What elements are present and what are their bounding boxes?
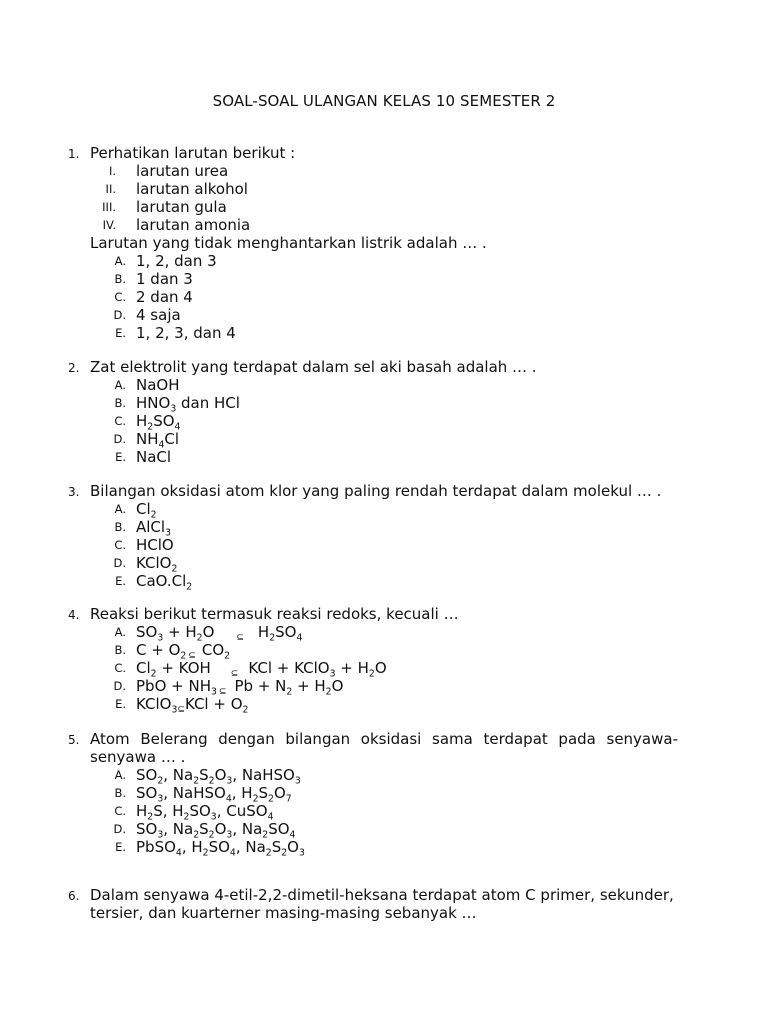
option-letter: B. [114, 643, 126, 657]
subscript: 3 [171, 704, 178, 716]
answer-option [0, 641, 768, 662]
option-text: $SO_2$, $Na_2S_2O_3$, NaHSO$_3$ [136, 766, 301, 787]
answer-option [0, 412, 768, 433]
option-text: 1, 2, 3, dan 4 [136, 324, 236, 342]
subscript: 2 [268, 793, 274, 805]
reaction-reactants: $SO_3 + H_2O$ [136, 623, 215, 644]
option-letter: B. [114, 396, 126, 410]
subscript: 2 [208, 775, 215, 787]
answer-option [0, 270, 768, 288]
option-text: NaOH [136, 376, 180, 394]
option-text: $HNO_3$ dan HCl [136, 394, 240, 415]
roman-list-item [0, 216, 768, 234]
option-letter: B. [114, 272, 126, 286]
subscript: 3 [157, 793, 164, 805]
option-text: $H_2S$, $H_2SO_3$, CuSO$_4$ [136, 802, 274, 823]
reaction-products: KCl + $O_2$ [184, 695, 249, 716]
option-letter: D. [113, 679, 126, 693]
subscript: 2 [208, 829, 215, 841]
subscript: 2 [262, 829, 269, 841]
subscript: 2 [269, 632, 276, 644]
reaction-arrow-icon: ⊆ [218, 687, 227, 697]
question-text: Larutan yang tidak menghantarkan listrik adalah … . [90, 234, 487, 252]
option-text: 2 dan 4 [136, 288, 193, 306]
subscript: 2 [242, 704, 249, 716]
subscript: 4 [174, 421, 181, 433]
reaction-equation [136, 695, 248, 719]
subscript: 2 [368, 668, 375, 680]
subscript: 2 [150, 509, 157, 521]
question-text: Zat elektrolit yang terdapat dalam sel aki basah adalah … . [90, 358, 537, 376]
roman-list-item [0, 198, 768, 216]
document-title: SOAL-SOAL ULANGAN KELAS 10 SEMESTER 2 [212, 92, 556, 110]
option-letter: A. [114, 254, 126, 268]
reaction-arrow-icon: ⊆ [177, 705, 185, 715]
option-letter: C. [114, 538, 126, 552]
roman-numeral: IV. [102, 218, 116, 232]
option-text: $SO_3$, NaHSO$_4$, $H_2S_2O_7$ [136, 784, 292, 805]
subscript: 2 [180, 650, 187, 662]
option-text: KClO$_2$ [136, 554, 178, 575]
option-text: 4 saja [136, 306, 181, 324]
subscript: 2 [224, 650, 231, 662]
reaction-reactants: $C + O_2$ [136, 641, 187, 662]
subscript: 2 [281, 847, 288, 859]
answer-option [0, 623, 768, 644]
reaction-products: $Pb + N_2 + H_2O$ [234, 677, 344, 698]
roman-list-item [0, 180, 768, 198]
option-text: 1 dan 3 [136, 270, 193, 288]
subscript: 3 [298, 847, 305, 859]
subscript: 2 [183, 811, 190, 823]
solution-text: larutan gula [136, 198, 227, 216]
subscript: 3 [226, 775, 233, 787]
reaction-products: $H_2SO_4$ [257, 623, 303, 644]
answer-option [0, 554, 768, 575]
option-letter: D. [113, 822, 126, 836]
option-letter: A. [114, 625, 126, 639]
answer-option [0, 572, 768, 593]
roman-numeral: I. [108, 164, 116, 178]
option-text: $NH_4Cl$ [136, 430, 180, 451]
subscript: 3 [165, 527, 171, 539]
subscript: 4 [267, 811, 274, 823]
option-letter: C. [114, 414, 126, 428]
solution-text: larutan amonia [136, 216, 251, 234]
option-letter: D. [113, 432, 126, 446]
answer-option [0, 376, 768, 394]
reaction-products: KCl + KClO$_3$ + $H_2O$ [248, 659, 387, 680]
question-number: 3. [68, 485, 80, 499]
answer-option [0, 430, 768, 451]
subscript: 2 [193, 829, 200, 841]
option-letter: E. [115, 574, 126, 588]
answer-option [0, 500, 768, 521]
subscript: 4 [158, 439, 165, 451]
option-letter: A. [114, 378, 126, 392]
question-number: 2. [68, 361, 80, 375]
answer-option [0, 677, 768, 698]
subscript: 2 [147, 421, 154, 433]
question-number: 5. [68, 733, 80, 747]
option-text: $H_2SO_4$ [136, 412, 181, 433]
subscript: 4 [296, 632, 303, 644]
reaction-reactants: PbO + $NH_3$ [136, 677, 217, 698]
reaction-arrow-icon: ⊆ [230, 669, 239, 679]
option-letter: E. [115, 840, 126, 854]
answer-option [0, 324, 768, 342]
subscript: 2 [186, 581, 193, 593]
roman-numeral: II. [105, 182, 116, 196]
question-number: 1. [68, 147, 80, 161]
subscript: 2 [286, 686, 293, 698]
subscript: 2 [196, 632, 203, 644]
roman-numeral: III. [102, 200, 116, 214]
answer-option [0, 766, 768, 787]
option-text: $CaO.Cl_2$ [136, 572, 193, 593]
option-letter: D. [113, 556, 126, 570]
option-text: HClO [136, 536, 174, 554]
subscript: 3 [226, 829, 233, 841]
option-letter: D. [113, 308, 126, 322]
question-number: 6. [68, 889, 80, 903]
answer-option [0, 802, 768, 823]
answer-option [0, 394, 768, 415]
option-text: PbSO$_4$, $H_2SO_4$, $Na_2S_2O_3$ [136, 838, 305, 859]
subscript: 2 [252, 793, 259, 805]
reaction-arrow-icon: ⊆ [188, 651, 196, 661]
option-letter: A. [114, 768, 126, 782]
question-number: 4. [68, 608, 80, 622]
subscript: 4 [229, 847, 236, 859]
option-text: $Cl_2$ [136, 500, 157, 521]
answer-option [0, 820, 768, 841]
solution-text: larutan alkohol [136, 180, 248, 198]
subscript: 7 [285, 793, 292, 805]
answer-option [0, 784, 768, 805]
answer-option [0, 518, 768, 539]
answer-option [0, 448, 768, 466]
option-letter: B. [114, 520, 126, 534]
answer-option [0, 288, 768, 306]
option-letter: A. [114, 502, 126, 516]
subscript: 2 [150, 668, 157, 680]
option-letter: C. [114, 661, 126, 675]
answer-option [0, 536, 768, 554]
question-text: Reaksi berikut termasuk reaksi redoks, kecuali … [90, 605, 459, 623]
option-letter: B. [114, 786, 126, 800]
subscript: 2 [202, 847, 209, 859]
subscript: 2 [171, 563, 178, 575]
option-text: $SO_3$, $Na_2S_2O_3$, $Na_2SO_4$ [136, 820, 296, 841]
subscript: 4 [175, 847, 182, 859]
question-text-line: senyawa … . [90, 748, 186, 766]
reaction-products: $CO_2$ [201, 641, 231, 662]
answer-option [0, 306, 768, 324]
reaction-arrow-icon: ⊆ [236, 633, 244, 643]
subscript: 3 [329, 668, 336, 680]
option-text: 1, 2, dan 3 [136, 252, 217, 270]
subscript: 2 [147, 811, 154, 823]
question-text: Bilangan oksidasi atom klor yang paling rendah terdapat dalam molekul … . [90, 482, 662, 500]
subscript: 2 [157, 775, 164, 787]
option-letter: C. [114, 804, 126, 818]
question-text-line: tersier, dan kuarterner masing-masing sebanyak … [90, 904, 477, 922]
roman-list-item [0, 162, 768, 180]
subscript: 2 [193, 775, 200, 787]
option-text: NaCl [136, 448, 172, 466]
answer-option [0, 838, 768, 859]
subscript: 2 [325, 686, 332, 698]
reaction-reactants: KClO$_3$ [136, 695, 178, 716]
answer-option [0, 252, 768, 270]
subscript: 3 [157, 829, 164, 841]
subscript: 3 [170, 403, 177, 415]
option-letter: E. [115, 450, 126, 464]
subscript: 3 [157, 632, 164, 644]
subscript: 4 [289, 829, 296, 841]
question-prompt: Perhatikan larutan berikut : [90, 144, 296, 162]
reaction-reactants: $Cl_2$ + KOH [136, 659, 211, 680]
subscript: 4 [225, 793, 232, 805]
subscript: 3 [294, 775, 301, 787]
option-letter: C. [114, 290, 126, 304]
subscript: 2 [265, 847, 272, 859]
solution-text: larutan urea [136, 162, 229, 180]
answer-option [0, 659, 768, 680]
subscript: 3 [210, 811, 217, 823]
answer-option [0, 695, 768, 716]
option-text: AlCl$_3$ [136, 518, 171, 539]
question-text-line: Dalam senyawa 4-etil-2,2-dimetil-heksana terdapat atom C primer, sekunder, [90, 886, 674, 904]
question-text-line: Atom Belerang dengan bilangan oksidasi sama terdapat pada senyawa- [90, 730, 678, 748]
subscript: 3 [210, 686, 217, 698]
option-letter: E. [115, 326, 126, 340]
option-letter: E. [115, 697, 126, 711]
